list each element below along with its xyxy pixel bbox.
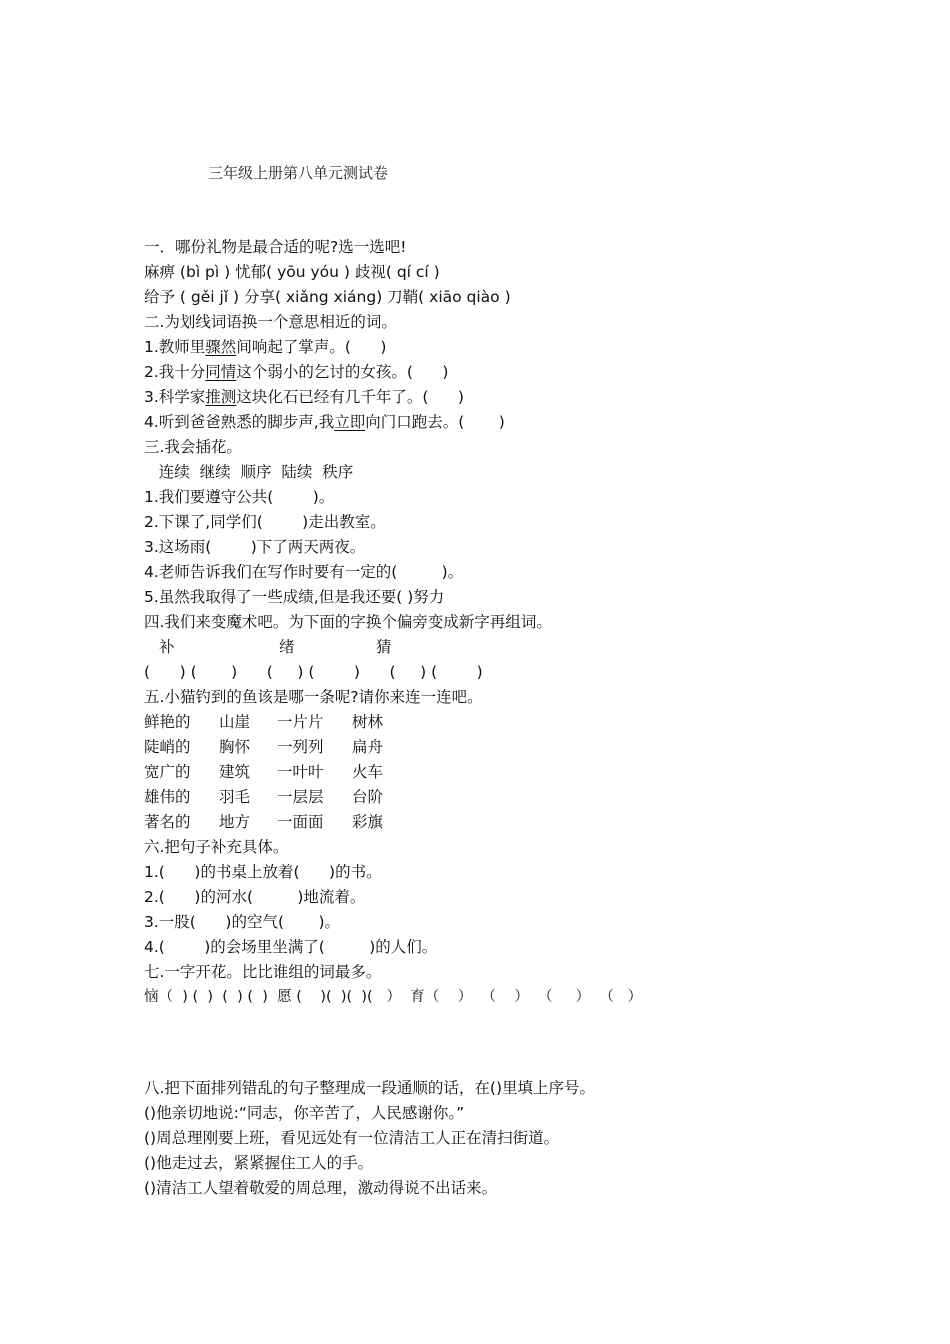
match-cell: 彩旗 bbox=[352, 813, 384, 831]
s2-item-text: 2.我十分 bbox=[144, 363, 206, 381]
s3-item: 4.老师告诉我们在写作时要有一定的( )。 bbox=[144, 563, 464, 581]
match-cell: 一面面 bbox=[277, 813, 324, 831]
match-cell: 一列列 bbox=[277, 738, 324, 756]
section-8-heading: 八.把下面排列错乱的句子整理成一段通顺的话，在()里填上序号。 bbox=[144, 1079, 596, 1097]
match-cell: 扁舟 bbox=[352, 738, 384, 756]
s2-item-text: 向门口跑去。( ) bbox=[365, 413, 505, 431]
match-cell: 火车 bbox=[352, 763, 384, 781]
section-1-heading: 一．哪份礼物是最合适的呢?选一选吧! bbox=[144, 238, 407, 256]
section-5-heading: 五.小猫钓到的鱼该是哪一条呢?请你来连一连吧。 bbox=[144, 688, 483, 706]
s6-item: 3.一股( )的空气( )。 bbox=[144, 913, 341, 931]
match-row bbox=[144, 760, 904, 785]
underlined-word: 推测 bbox=[205, 388, 237, 406]
answer-blanks: ( ) ( ) ( ) ( ) ( ) ( ) bbox=[144, 663, 483, 681]
s2-item-text: 间响起了掌声。( ) bbox=[236, 338, 387, 356]
s8-item: ()周总理刚要上班，看见远处有一位清洁工人正在清扫街道。 bbox=[144, 1129, 560, 1147]
match-cell: 树林 bbox=[352, 713, 384, 731]
match-cell: 一叶叶 bbox=[277, 763, 324, 781]
match-cell: 陡峭的 bbox=[144, 738, 191, 756]
underlined-word: 同情 bbox=[205, 363, 237, 381]
word-bank: 连续 继续 顺序 陆续 秩序 bbox=[144, 463, 354, 481]
s6-item: 1.( )的书桌上放着( )的书。 bbox=[144, 863, 382, 881]
s2-item bbox=[144, 335, 904, 360]
pinyin-line-1: 麻痹 (bì pì ) 忧郁( yōu yóu ) 歧视( qí cí ) bbox=[144, 263, 440, 281]
s8-item: ()他亲切地说:“同志，你辛苦了，人民感谢你。” bbox=[144, 1104, 465, 1122]
s8-item: ()他走过去，紧紧握住工人的手。 bbox=[144, 1154, 374, 1172]
test-body bbox=[144, 235, 904, 1201]
page-title: 三年级上册第八单元测试卷 bbox=[208, 164, 389, 182]
match-row bbox=[144, 785, 904, 810]
word-blanks-line: 恼（ ) ( ) ( ) ( ) 愿 ( )( )( )( ） 育（ ） （ ） （ ） （ ） bbox=[144, 989, 643, 1005]
s2-item-text: 3.科学家 bbox=[144, 388, 206, 406]
match-cell: 建筑 bbox=[219, 763, 251, 781]
s2-item bbox=[144, 360, 904, 385]
spacer bbox=[144, 1010, 904, 1076]
s2-item-text: 1.教师里 bbox=[144, 338, 206, 356]
s3-item: 2.下课了,同学们( )走出教室。 bbox=[144, 513, 386, 531]
root-char: 补 bbox=[159, 638, 175, 656]
s3-item: 5.虽然我取得了一些成绩,但是我还要( )努力 bbox=[144, 588, 445, 606]
underlined-word: 骤然 bbox=[205, 338, 237, 356]
section-2-heading: 二.为划线词语换一个意思相近的词。 bbox=[144, 313, 397, 331]
s8-item: ()清洁工人望着敬爱的周总理，激动得说不出话来。 bbox=[144, 1179, 498, 1197]
s6-item: 2.( )的河水( )地流着。 bbox=[144, 888, 366, 906]
section-6-heading: 六.把句子补充具体。 bbox=[144, 838, 289, 856]
root-char: 绪 bbox=[279, 638, 295, 656]
root-char: 猜 bbox=[376, 638, 392, 656]
match-row bbox=[144, 810, 904, 835]
pinyin-line-2: 给予 ( gěi jǐ ) 分享( xiǎng xiáng) 刀鞘( xiāo qiào ) bbox=[144, 288, 511, 306]
s3-item: 3.这场雨( )下了两天两夜。 bbox=[144, 538, 366, 556]
match-cell: 宽广的 bbox=[144, 763, 191, 781]
s2-item bbox=[144, 385, 904, 410]
section-3-heading: 三.我会插花。 bbox=[144, 438, 242, 456]
s6-item: 4.( )的会场里坐满了( )的人们。 bbox=[144, 938, 438, 956]
section-4-heading: 四.我们来变魔术吧。为下面的字换个偏旁变成新字再组词。 bbox=[144, 613, 552, 631]
s2-item-text: 这块化石已经有几千年了。( ) bbox=[236, 388, 464, 406]
match-cell: 台阶 bbox=[352, 788, 384, 806]
s3-item: 1.我们要遵守公共( )。 bbox=[144, 488, 335, 506]
section-7-heading: 七.一字开花。比比谁组的词最多。 bbox=[144, 963, 382, 981]
match-cell: 一片片 bbox=[277, 713, 324, 731]
match-row bbox=[144, 735, 904, 760]
match-row bbox=[144, 710, 904, 735]
match-cell: 著名的 bbox=[144, 813, 191, 831]
match-cell: 地方 bbox=[219, 813, 251, 831]
match-cell: 雄伟的 bbox=[144, 788, 191, 806]
root-chars bbox=[144, 635, 904, 660]
s2-item bbox=[144, 410, 904, 435]
match-cell: 羽毛 bbox=[219, 788, 251, 806]
match-cell: 一层层 bbox=[277, 788, 324, 806]
match-cell: 胸怀 bbox=[219, 738, 251, 756]
underlined-word: 立即 bbox=[334, 413, 366, 431]
s2-item-text: 这个弱小的乞讨的女孩。( ) bbox=[236, 363, 449, 381]
match-cell: 山崖 bbox=[219, 713, 251, 731]
s2-item-text: 4.听到爸爸熟悉的脚步声,我 bbox=[144, 413, 335, 431]
match-cell: 鲜艳的 bbox=[144, 713, 191, 731]
